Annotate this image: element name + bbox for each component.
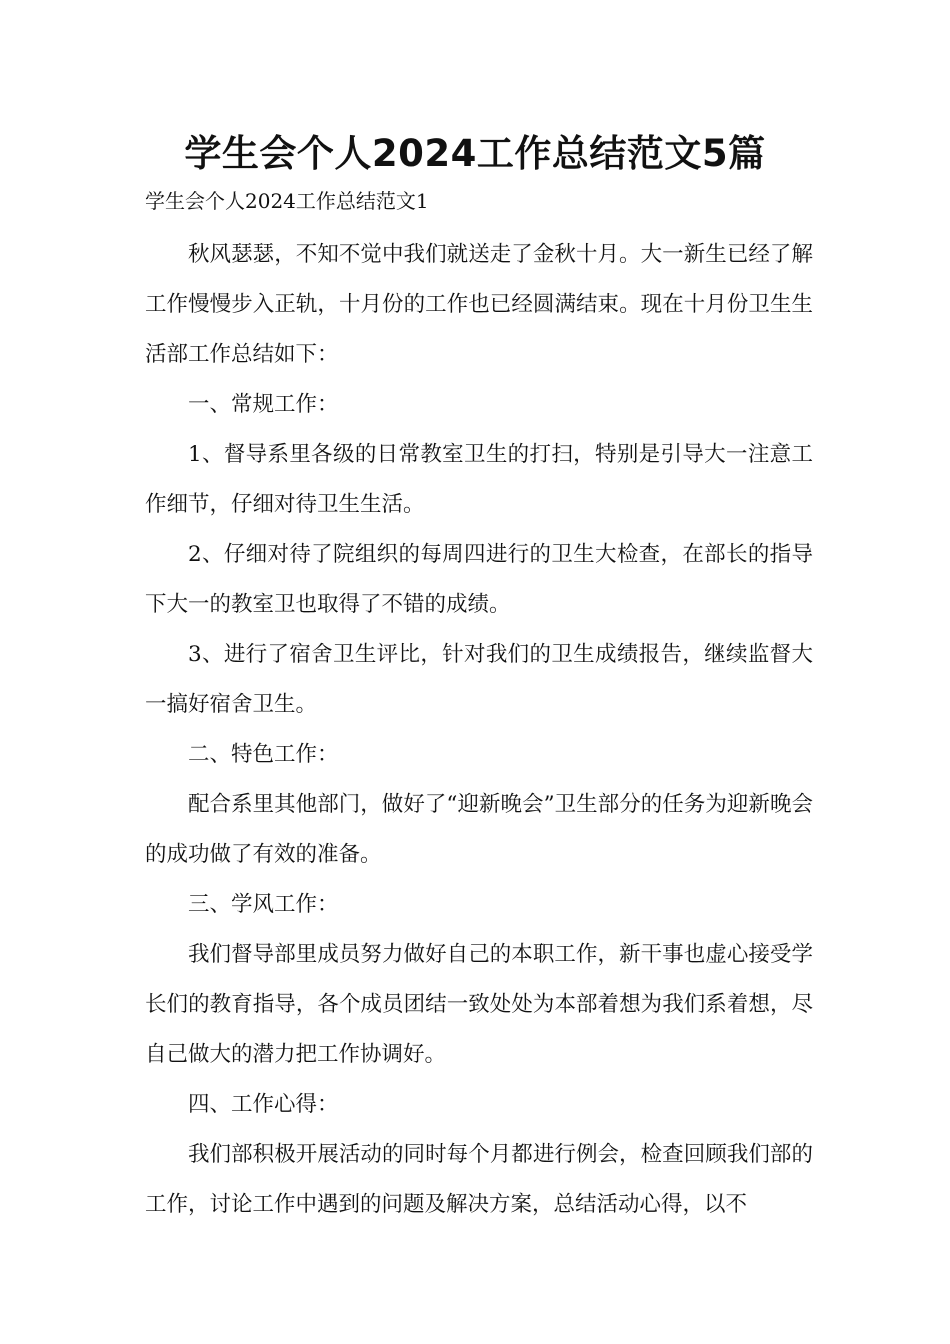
- document-body: [145, 230, 813, 1230]
- paragraph-study-work: 我们督导部里成员努力做好自己的本职工作，新干事也虚心接受学长们的教育指导，各个成员团结一致处处为本部着想为我们系着想，尽自己做大的潜力把工作协调好。: [145, 942, 813, 1067]
- heading-special-work: 二、特色工作：: [188, 742, 339, 767]
- heading-work-insights: 四、工作心得：: [188, 1092, 339, 1117]
- paragraph-intro: 秋风瑟瑟，不知不觉中我们就送走了金秋十月。大一新生已经了解工作慢慢步入正轨，十月份的工作也已经圆满结束。现在十月份卫生生活部工作总结如下：: [145, 242, 813, 367]
- document-title: 学生会个人2024工作总结范文5篇: [184, 132, 766, 175]
- paragraph-special-work: 配合系里其他部门，做好了“迎新晚会”卫生部分的任务为迎新晚会的成功做了有效的准备。: [145, 792, 813, 867]
- paragraph-routine-item-2: 2、仔细对待了院组织的每周四进行的卫生大检查，在部长的指导下大一的教室卫也取得了不错的成绩。: [145, 542, 813, 617]
- document-subtitle: 学生会个人2024工作总结范文1: [145, 189, 429, 213]
- heading-study-work: 三、学风工作：: [188, 892, 339, 917]
- paragraph-routine-item-1: 1、督导系里各级的日常教室卫生的打扫，特别是引导大一注意工作细节，仔细对待卫生生活。: [145, 442, 813, 517]
- paragraph-work-insights: 我们部积极开展活动的同时每个月都进行例会，检查回顾我们部的工作，讨论工作中遇到的问题及解决方案，总结活动心得，以不: [145, 1142, 813, 1217]
- paragraph-routine-item-3: 3、进行了宿舍卫生评比，针对我们的卫生成绩报告，继续监督大一搞好宿舍卫生。: [145, 642, 813, 717]
- heading-routine-work: 一、常规工作：: [188, 392, 339, 417]
